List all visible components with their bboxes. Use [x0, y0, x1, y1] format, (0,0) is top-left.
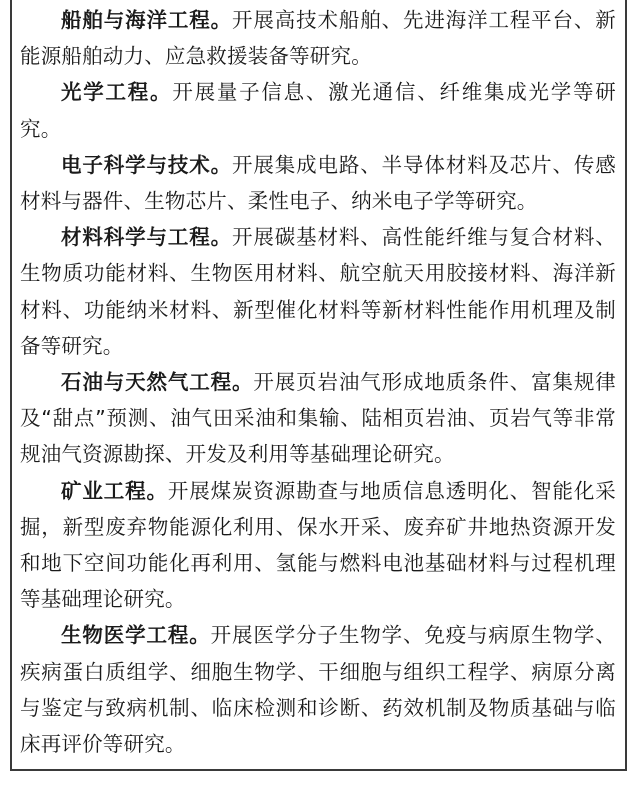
paragraph-optical-engineering	[20, 74, 616, 146]
paragraph-heading: 石油与天然气工程。	[61, 370, 254, 395]
paragraph-heading: 船舶与海洋工程。	[61, 8, 232, 32]
paragraph-text: 开展碳基材料、高性能纤维与复合材料、生物质功能材料、生物医用材料、航空航天用胶接材料、海洋新材料、功能纳米材料、新型催化材料等新材料性能作用机理及制备等研究。	[20, 225, 616, 358]
paragraph-text: 开展医学分子生物学、免疫与病原生物学、疾病蛋白质组学、细胞生物学、干细胞与组织工程学、病原分离与鉴定与致病机制、临床检测和诊断、药效机制及物质基础与临床再评价等研究。	[20, 623, 616, 757]
paragraph-materials-science	[20, 219, 616, 364]
paragraph-text: 开展高技术船舶、先进海洋工程平台、新能源船舶动力、应急救援装备等研究。	[20, 8, 616, 69]
paragraph-text: 开展集成电路、半导体材料及芯片、传感材料与器件、生物芯片、柔性电子、纳米电子学等研究。	[20, 152, 616, 214]
paragraph-text: 开展页岩油气形成地质条件、富集规律及“甜点”预测、油气田采油和集输、陆相页岩油、页岩气等非常规油气资源勘探、开发及利用等基础理论研究。	[20, 370, 616, 467]
paragraph-electronic-science	[20, 147, 616, 219]
paragraph-heading: 电子科学与技术。	[61, 152, 232, 177]
paragraph-heading: 光学工程。	[61, 80, 173, 105]
paragraph-text: 开展量子信息、激光通信、纤维集成光学等研究。	[20, 80, 616, 141]
paragraph-heading: 矿业工程。	[61, 478, 168, 503]
paragraph-heading: 材料科学与工程。	[61, 225, 232, 250]
paragraph-naval-ocean-engineering	[20, 2, 616, 74]
paragraph-petroleum-gas	[20, 364, 616, 473]
paragraph-heading: 生物医学工程。	[61, 623, 211, 648]
paragraph-mining-engineering	[20, 473, 616, 618]
document-body	[20, 2, 616, 762]
paragraph-text: 开展煤炭资源勘查与地质信息透明化、智能化采掘，新型废弃物能源化利用、保水开采、废弃矿井地热资源开发和地下空间功能化再利用、氢能与燃料电池基础材料与过程机理等基础理论研究。	[20, 478, 616, 612]
paragraph-biomedical-engineering	[20, 617, 616, 762]
